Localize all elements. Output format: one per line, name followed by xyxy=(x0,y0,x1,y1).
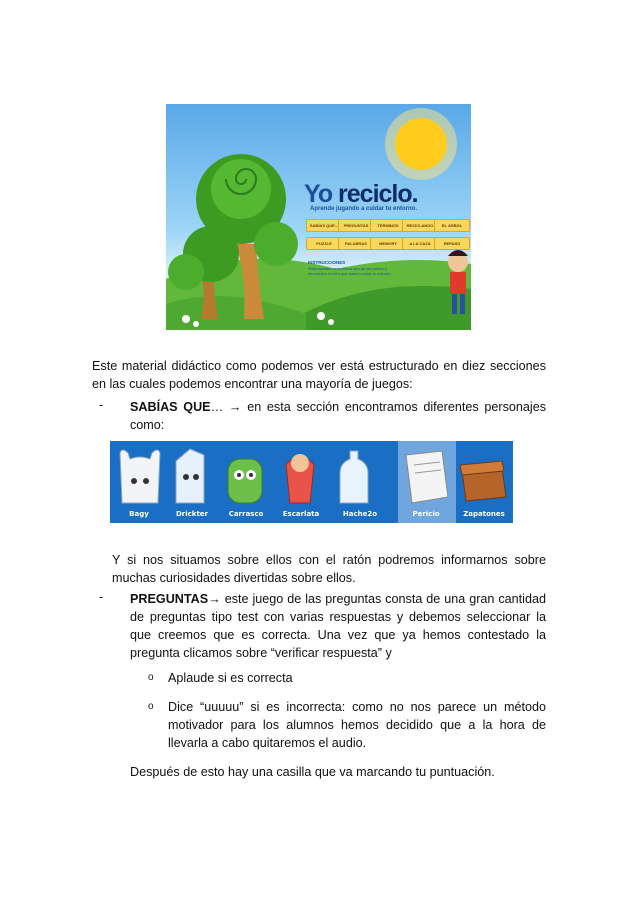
logo xyxy=(304,180,418,209)
landscape-illustration xyxy=(166,104,471,330)
menu-btn-sabias-que[interactable]: SABÍAS QUE... xyxy=(306,219,342,232)
menu-btn-preguntas[interactable]: PREGUNTAS xyxy=(338,219,374,232)
character-pericio[interactable]: Pericio xyxy=(412,510,440,518)
characters-screenshot xyxy=(110,441,513,523)
arrow-icon: → xyxy=(208,592,221,606)
item-preguntas xyxy=(130,590,546,662)
logo-reciclo: reciclo. xyxy=(338,180,418,208)
menu-btn-terminos[interactable]: TERMINOS xyxy=(370,219,406,232)
menu-btn-palabras[interactable]: PALABRAS xyxy=(338,237,374,250)
character-escarlata[interactable]: Escarlata xyxy=(282,510,320,518)
sub-bullet-icon: o xyxy=(148,672,154,683)
menu-btn-a-la-caza[interactable]: A LA CAZA xyxy=(402,237,438,250)
item-sabias-que-title: SABÍAS QUE xyxy=(130,400,211,414)
logo-yo: Yo xyxy=(304,180,333,208)
character-hache2o[interactable]: Hache2o xyxy=(342,510,378,518)
character-carrasco[interactable]: Carrasco xyxy=(228,510,264,518)
item-preguntas-text: este juego de las preguntas consta de una gran cantidad de preguntas tipo test con varias respuestas y debemos seleccionar la que creemos que es correcta. Una vez que ya hemos contestado la pregunta clicamos sobre “verificar respuesta” y xyxy=(130,592,546,660)
sub-item-incorrect: Dice “uuuuu” si es incorrecta: como no nos parece un método motivador para los alumnos hemos decidido que a la hora de llevarla a cabo quitaremos el audio. xyxy=(168,700,546,750)
sub-item-applause: Aplaude si es correcta xyxy=(168,671,293,685)
tagline: Aprende jugando a cuidar tu entorno. xyxy=(310,206,418,212)
item-sabias-que-text: en esta sección encontramos diferentes personajes como: xyxy=(130,400,547,432)
intro-paragraph: Este material didáctico como podemos ver está estructurado en diez secciones en las cuales podemos encontrar una mayoría de juegos: xyxy=(92,359,546,391)
character-bagy[interactable]: Bagy xyxy=(129,510,149,518)
ellipsis: … xyxy=(210,400,224,414)
menu-btn-memory[interactable]: MEMORY xyxy=(370,237,406,250)
closing-paragraph: Después de esto hay una casilla que va marcando tu puntuación. xyxy=(130,765,495,779)
menu-btn-repaso[interactable]: REPASO xyxy=(434,237,470,250)
characters-info-paragraph: Y si nos situamos sobre ellos con el ratón podremos informarnos sobre muchas curiosidades divertidas sobre ellos. xyxy=(112,553,546,585)
website-screenshot-yo-reciclo xyxy=(166,104,471,330)
item-sabias-que xyxy=(130,398,546,434)
sub-bullet-icon: o xyxy=(148,701,154,712)
arrow-icon: → xyxy=(228,400,242,414)
item-preguntas-title: PREGUNTAS xyxy=(130,592,209,606)
menu-btn-el-arbol[interactable]: EL ÁRBOL xyxy=(434,219,470,232)
bullet-dash: - xyxy=(99,590,104,604)
section-menu xyxy=(306,219,466,259)
bullet-dash: - xyxy=(99,398,104,412)
menu-btn-puzzle[interactable]: PUZZLE xyxy=(306,237,342,250)
menu-btn-reciclando[interactable]: RECICLANDO xyxy=(402,219,438,232)
instructions-title: INSTRUCCIONES xyxy=(308,260,346,265)
instructions-text: Para acceder selecciona una de las partes y demuestra lo bien que sabes cuidar tu entorno. xyxy=(308,266,392,276)
character-drickter[interactable]: Drickter xyxy=(175,510,208,518)
character-zapatones[interactable]: Zapatones xyxy=(463,510,505,518)
